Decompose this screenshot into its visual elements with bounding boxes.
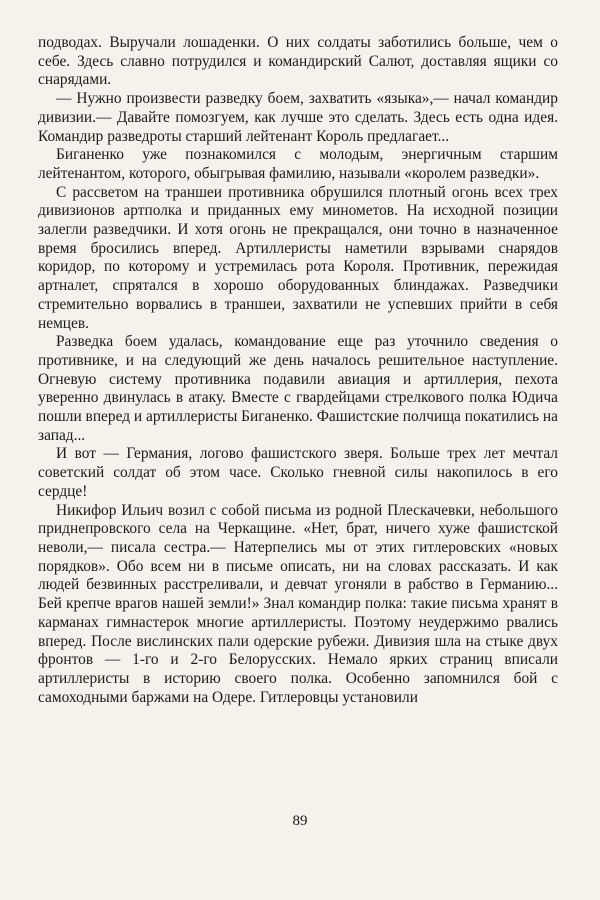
- paragraph: И вот — Германия, логово фашистского зверя. Больше трех лет мечтал советский солдат об этом часе. Сколько гневной силы накопилось в его сердце!: [38, 445, 558, 500]
- paragraph: подводах. Выручали лошаденки. О них солдаты заботились больше, чем о себе. Здесь славно потрудился и командирский Салют, доставляя ящики со снарядами.: [38, 34, 558, 89]
- paragraph: Разведка боем удалась, командование еще раз уточнило сведения о противнике, и на следующий же день началось решительное наступление. Огневую систему противника подавили авиация и артиллерия, пехота уверенно двинулась в атаку. Вместе с гвардейцами стрелкового полка Юдича пошли вперед и артиллеристы Биганенко. Фашистские полчища покатились на запад...: [38, 333, 558, 444]
- paragraph: С рассветом на траншеи противника обрушился плотный огонь всех трех дивизионов артполка и приданных ему минометов. На исходной позиции залегли разведчики. И хотя огонь не прекращался, они точно в назначенное время бросились вперед. Артиллеристы наметили взрывами снарядов коридор, по которому и устремилась рота Короля. Противник, пережидая артналет, спрятался в хорошо оборудованных блиндажах. Разведчики стремительно ворвались в траншеи, захватили не успевших прийти в себя немцев.: [38, 183, 558, 332]
- body-text: [38, 34, 558, 707]
- paragraph: Биганенко уже познакомился с молодым, энергичным старшим лейтенантом, которого, обыгрывая фамилию, называли «королем разведки».: [38, 146, 558, 182]
- page-number: 89: [292, 813, 308, 829]
- paragraph: Никифор Ильич возил с собой письма из родной Плескачевки, небольшого приднепровского села на Черкащине. «Нет, брат, ничего хуже фашистской неволи,— писала сестра.— Натерпелись мы от этих гитлеровских «новых порядков». Обо всем ни в письме описать, ни на словах рассказать. И как людей безвинных расстреливали, и девчат угоняли в рабство в Германию... Бей крепче врагов нашей земли!» Знал командир полка: такие письма хранят в карманах гимнастерок многие артиллеристы. Поэтому неудержимо рвались вперед. После вислинских пали одерские рубежи. Дивизия шла на стыке двух фронтов — 1-го и 2-го Белорусских. Немало ярких страниц вписали артиллеристы в историю своего полка. Особенно запомнился бой с самоходными баржами на Одере. Гитлеровцы установили: [38, 501, 558, 706]
- paragraph: — Нужно произвести разведку боем, захватить «языка»,— начал командир дивизии.— Давайте помозгуем, как лучше это сделать. Здесь есть одна идея. Командир разведроты старший лейтенант Король предлагает...: [38, 90, 558, 145]
